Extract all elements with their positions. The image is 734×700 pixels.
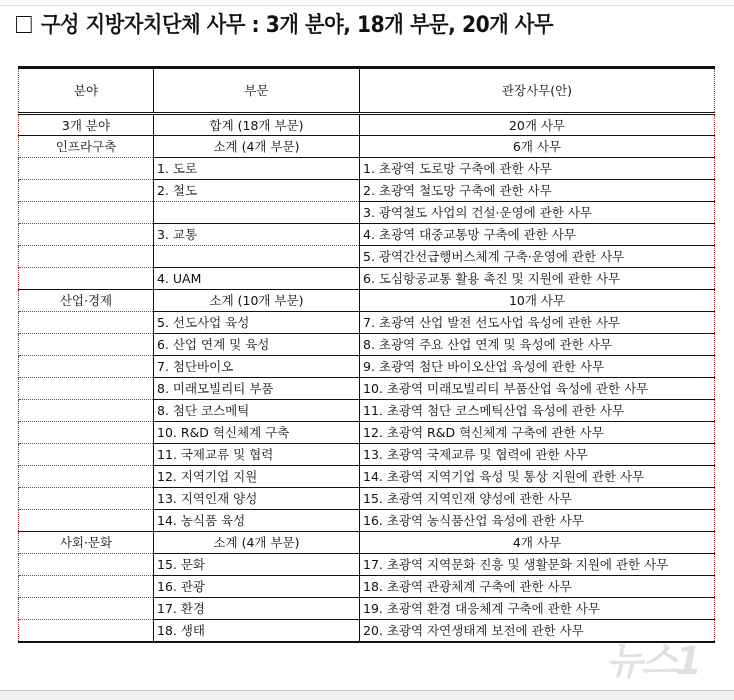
table-row <box>19 510 715 532</box>
page-title-text: 구성 지방자치단체 사무 : 3개 분야, 18개 부문, 20개 사무 <box>40 13 554 38</box>
field-cell <box>19 378 154 400</box>
table-row <box>19 180 715 202</box>
table-row <box>19 576 715 598</box>
task-cell: 2. 초광역 철도망 구축에 관한 사무 <box>360 180 715 202</box>
total-row <box>19 114 715 136</box>
sector-cell: 15. 문화 <box>154 554 360 576</box>
task-cell: 1. 초광역 도로망 구축에 관한 사무 <box>360 158 715 180</box>
field-cell <box>19 422 154 444</box>
table-row <box>19 378 715 400</box>
task-cell: 4. 초광역 대중교통망 구축에 관한 사무 <box>360 224 715 246</box>
sector-cell: 3. 교통 <box>154 224 360 246</box>
table-row <box>19 422 715 444</box>
field-cell <box>19 400 154 422</box>
subtotal-row <box>19 532 715 554</box>
task-cell: 4개 사무 <box>360 532 715 554</box>
task-cell: 9. 초광역 첨단 바이오산업 육성에 관한 사무 <box>360 356 715 378</box>
table-row <box>19 158 715 180</box>
table-row <box>19 554 715 576</box>
table-row <box>19 334 715 356</box>
sector-cell: 14. 농식품 육성 <box>154 510 360 532</box>
news1-watermark-logo: 뉴스1 <box>606 639 700 683</box>
field-cell <box>19 576 154 598</box>
task-cell: 10. 초광역 미래모빌리티 부품산업 육성에 관한 사무 <box>360 378 715 400</box>
table-row <box>19 224 715 246</box>
task-cell: 20개 사무 <box>360 114 715 136</box>
task-cell: 16. 초광역 농식품산업 육성에 관한 사무 <box>360 510 715 532</box>
checkbox-bullet-icon <box>16 16 32 33</box>
task-cell: 8. 초광역 주요 산업 연계 및 육성에 관한 사무 <box>360 334 715 356</box>
field-cell <box>19 268 154 290</box>
sector-cell: 18. 생태 <box>154 620 360 642</box>
task-cell: 11. 초광역 첨단 코스메틱산업 육성에 관한 사무 <box>360 400 715 422</box>
task-cell: 10개 사무 <box>360 290 715 312</box>
sector-cell: 8. 미래모빌리티 부품 <box>154 378 360 400</box>
sector-cell: 2. 철도 <box>154 180 360 202</box>
table-row <box>19 202 715 224</box>
field-cell <box>19 620 154 642</box>
table-row <box>19 466 715 488</box>
task-cell: 19. 초광역 환경 대응체계 구축에 관한 사무 <box>360 598 715 620</box>
subtotal-row <box>19 136 715 158</box>
header-task: 관장사무(안) <box>360 68 715 114</box>
sector-cell <box>154 246 360 268</box>
page-title <box>16 8 553 39</box>
task-cell: 14. 초광역 지역기업 육성 및 통상 지원에 관한 사무 <box>360 466 715 488</box>
field-cell <box>19 312 154 334</box>
subtotal-row <box>19 290 715 312</box>
field-cell <box>19 158 154 180</box>
field-cell <box>19 224 154 246</box>
sector-cell: 7. 첨단바이오 <box>154 356 360 378</box>
field-cell <box>19 598 154 620</box>
table-row <box>19 246 715 268</box>
header-sector: 부문 <box>154 68 360 114</box>
task-cell: 18. 초광역 관광체계 구축에 관한 사무 <box>360 576 715 598</box>
table-row <box>19 356 715 378</box>
table-row <box>19 620 715 642</box>
ruler-bar <box>0 0 734 6</box>
field-cell: 산업·경제 <box>19 290 154 312</box>
task-cell: 7. 초광역 산업 발전 선도사업 육성에 관한 사무 <box>360 312 715 334</box>
table-row <box>19 444 715 466</box>
task-cell: 6. 도심항공교통 활용 촉진 및 지원에 관한 사무 <box>360 268 715 290</box>
field-cell <box>19 180 154 202</box>
field-cell <box>19 554 154 576</box>
table-row <box>19 488 715 510</box>
sector-cell: 5. 선도사업 육성 <box>154 312 360 334</box>
sector-cell: 소계 (4개 부문) <box>154 136 360 158</box>
field-cell <box>19 202 154 224</box>
sector-cell: 1. 도로 <box>154 158 360 180</box>
field-cell <box>19 510 154 532</box>
sector-cell: 12. 지역기업 지원 <box>154 466 360 488</box>
table-row <box>19 268 715 290</box>
sector-cell: 13. 지역인재 양성 <box>154 488 360 510</box>
table-row <box>19 598 715 620</box>
task-cell: 15. 초광역 지역인재 양성에 관한 사무 <box>360 488 715 510</box>
sector-cell: 8. 첨단 코스메틱 <box>154 400 360 422</box>
field-cell <box>19 356 154 378</box>
field-cell <box>19 466 154 488</box>
sector-cell: 합계 (18개 부문) <box>154 114 360 136</box>
sector-cell: 17. 환경 <box>154 598 360 620</box>
table-row <box>19 312 715 334</box>
header-field: 분야 <box>19 68 154 114</box>
field-cell <box>19 246 154 268</box>
sector-cell: 6. 산업 연계 및 육성 <box>154 334 360 356</box>
table-header-row <box>19 68 715 114</box>
field-cell: 3개 분야 <box>19 114 154 136</box>
task-cell: 3. 광역철도 사업의 건설·운영에 관한 사무 <box>360 202 715 224</box>
sector-cell: 10. R&D 혁신체계 구축 <box>154 422 360 444</box>
field-cell: 사회·문화 <box>19 532 154 554</box>
field-cell <box>19 488 154 510</box>
sector-cell: 11. 국제교류 및 협력 <box>154 444 360 466</box>
task-cell: 13. 초광역 국제교류 및 협력에 관한 사무 <box>360 444 715 466</box>
task-cell: 12. 초광역 R&D 혁신체계 구축에 관한 사무 <box>360 422 715 444</box>
sector-cell: 소계 (4개 부문) <box>154 532 360 554</box>
sector-cell: 16. 관광 <box>154 576 360 598</box>
table-row <box>19 400 715 422</box>
field-cell <box>19 334 154 356</box>
field-cell: 인프라구축 <box>19 136 154 158</box>
task-cell: 5. 광역간선급행버스체계 구축·운영에 관한 사무 <box>360 246 715 268</box>
task-cell: 20. 초광역 자연생태계 보전에 관한 사무 <box>360 620 715 642</box>
sector-cell: 4. UAM <box>154 268 360 290</box>
field-cell <box>19 444 154 466</box>
task-table <box>18 66 715 643</box>
sector-cell: 소계 (10개 부문) <box>154 290 360 312</box>
task-cell: 17. 초광역 지역문화 진흥 및 생활문화 지원에 관한 사무 <box>360 554 715 576</box>
sector-cell <box>154 202 360 224</box>
task-cell: 6개 사무 <box>360 136 715 158</box>
